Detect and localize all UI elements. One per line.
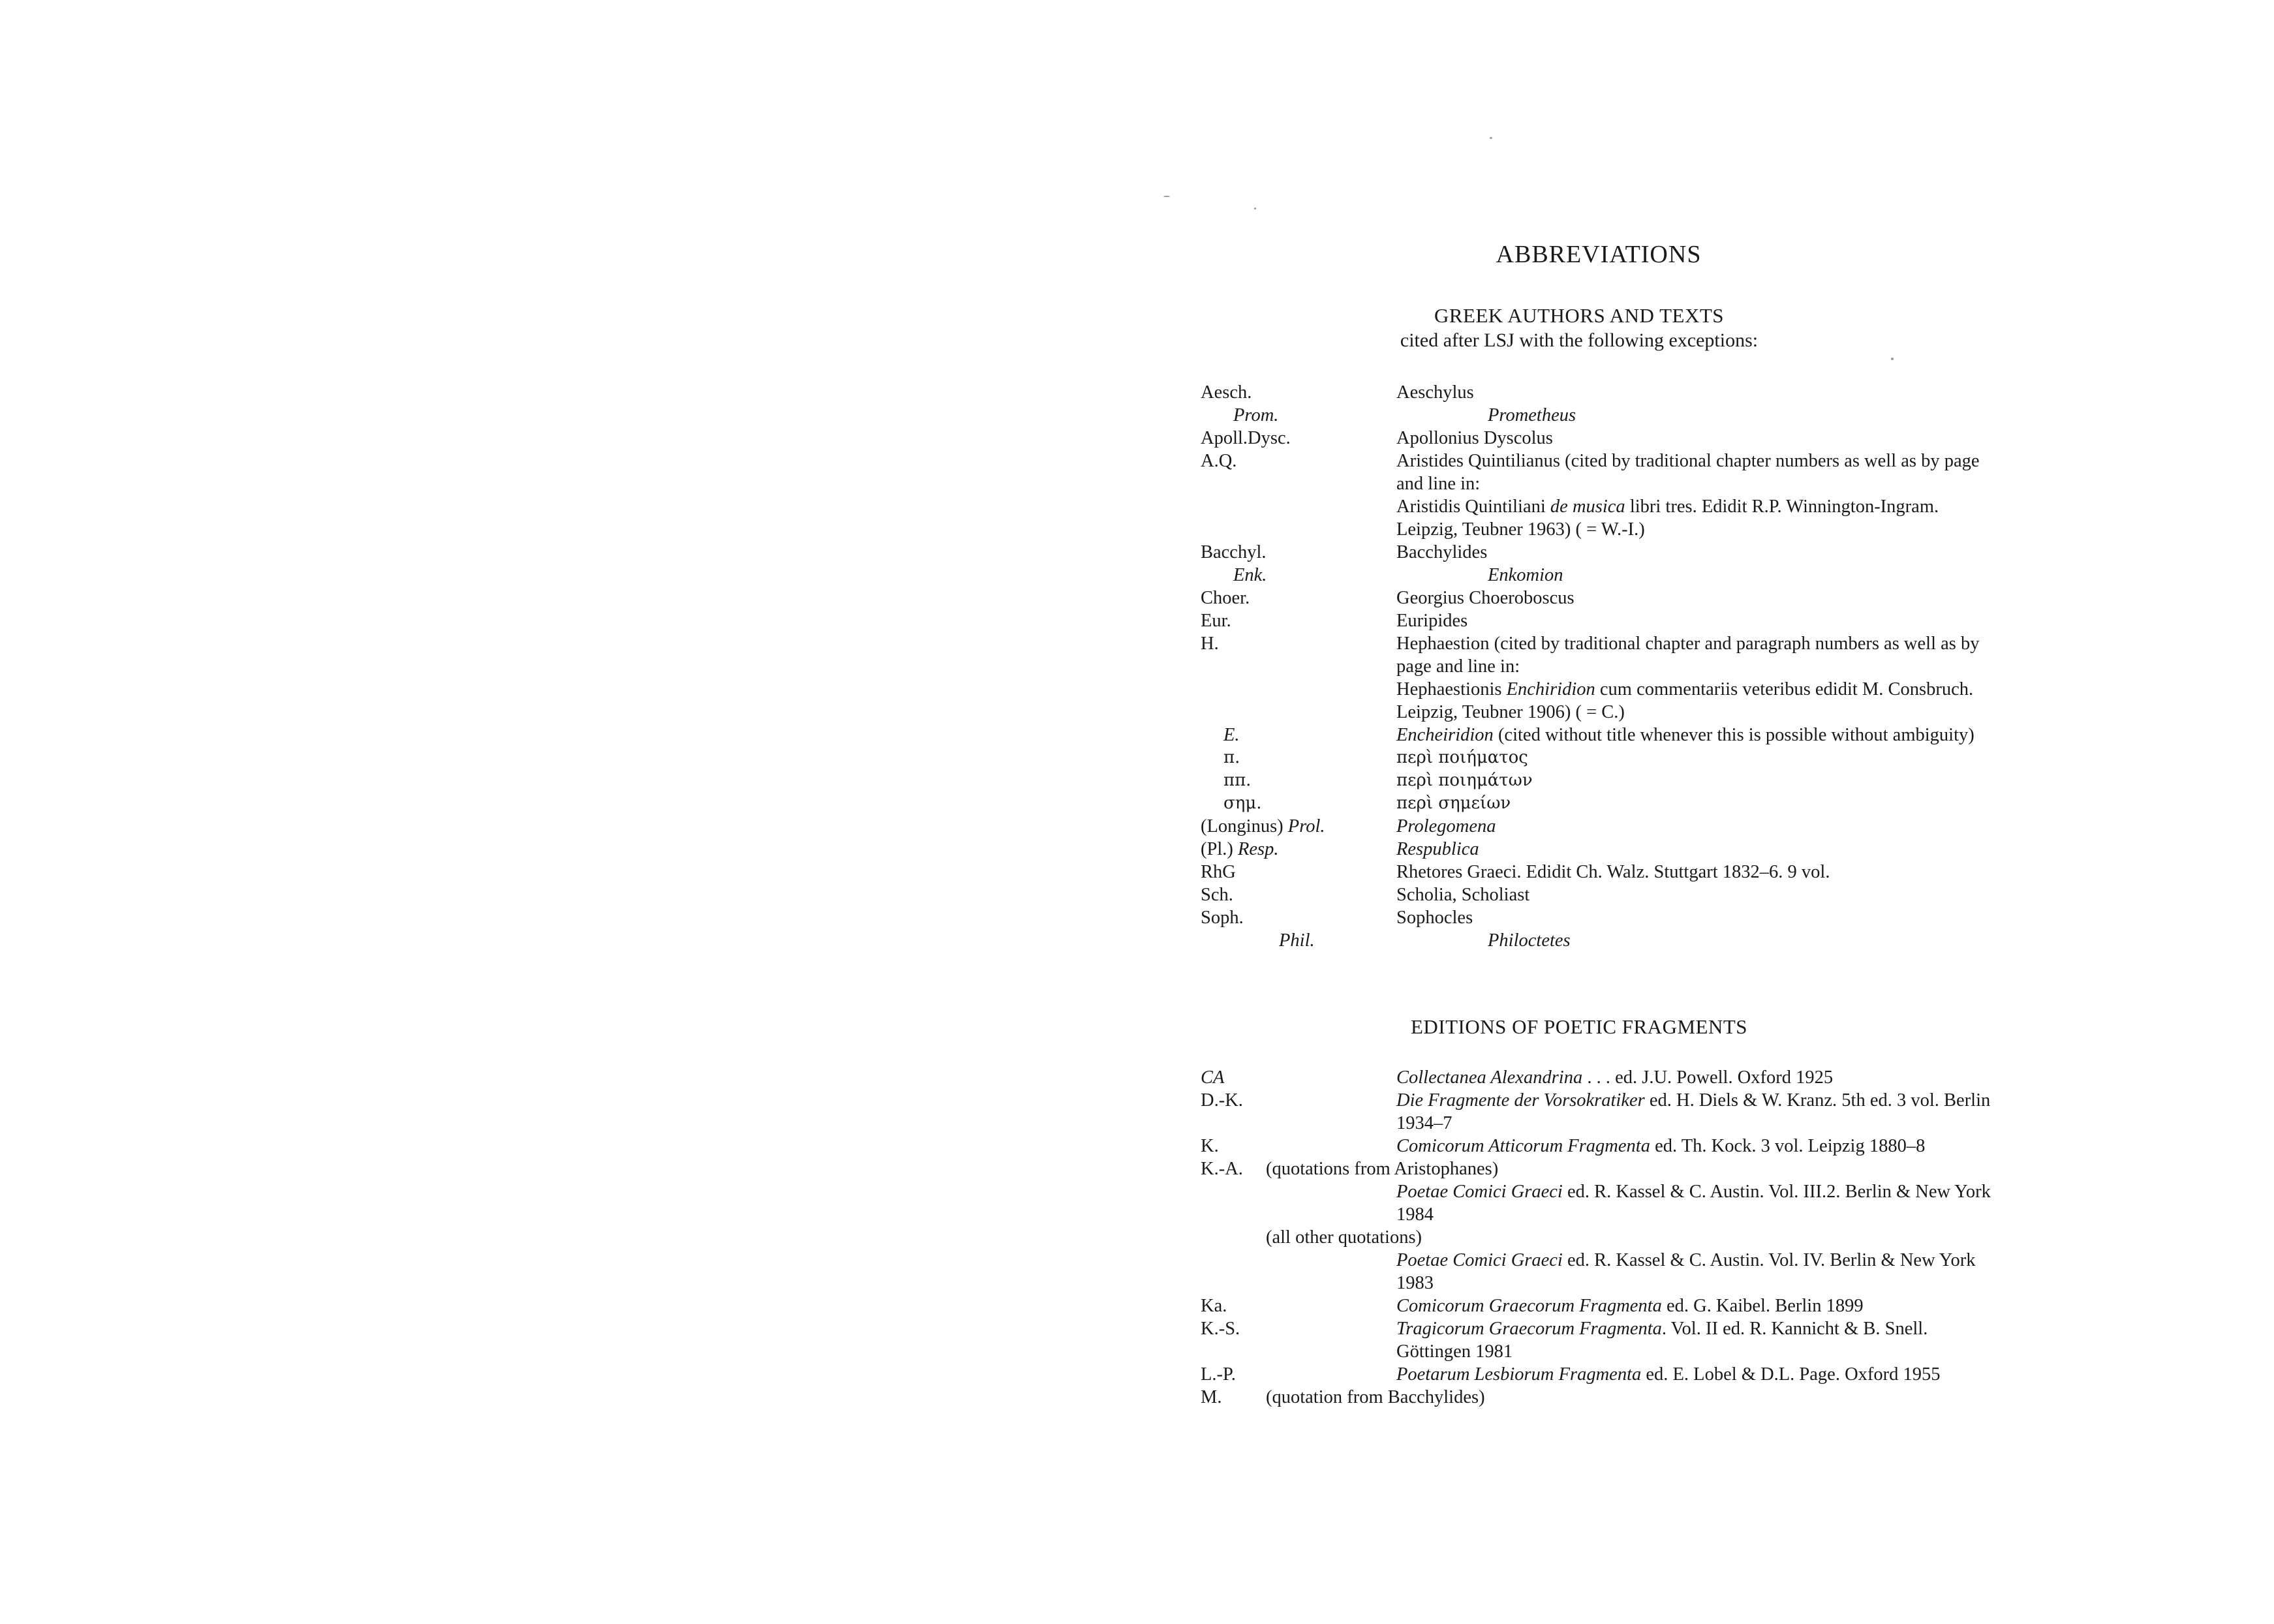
scan-speck <box>1490 137 1492 139</box>
editions-abbreviation-list <box>1201 1066 2003 1409</box>
list-item: Phil. Philoctetes <box>1279 930 1571 951</box>
list-item: E. Encheiridion (cited without title whenever this is possible without ambiguity) <box>1223 725 1974 745</box>
greek-abbreviation-list <box>1201 381 2003 952</box>
list-item: Apoll.Dysc. Apollonius Dyscolus <box>1201 428 1553 448</box>
list-item: (Longinus) Prol. Prolegomena <box>1201 816 1496 836</box>
list-item: K. Comicorum Atticorum Fragmenta ed. Th. Kock. 3 vol. Leipzig 1880–8 <box>1201 1136 1926 1156</box>
list-item: A.Q. Aristides Quintilianus (cited by traditional chapter numbers as well as by page and line in: Aristidis Quintiliani de musica libri tres. Edidit R.P. Winnington-Ingram. Leipzig, Teubner 1963) ( = W.-I.) <box>1201 451 1980 540</box>
list-item: Poetae Comici Graeci ed. R. Kassel & C. Austin. Vol. III.2. Berlin & New York 1984 <box>1396 1182 1991 1225</box>
list-item: Sch. Scholia, Scholiast <box>1201 885 1530 905</box>
list-item: Bacchyl. Bacchylides <box>1201 542 1488 562</box>
greek-section-subheading: cited after LSJ with the following exceptions: <box>1400 329 1759 351</box>
list-item: (Pl.) Resp. Respublica <box>1201 839 1479 859</box>
page-title: ABBREVIATIONS <box>1496 241 1702 268</box>
list-item: CA Collectanea Alexandrina . . . ed. J.U. Powell. Oxford 1925 <box>1201 1067 1834 1088</box>
list-item: D.-K. Die Fragmente der Vorsokratiker ed. H. Diels & W. Kranz. 5th ed. 3 vol. Berlin 1934–7 <box>1201 1090 1991 1133</box>
list-item: Poetae Comici Graeci ed. R. Kassel & C. Austin. Vol. IV. Berlin & New York 1983 <box>1396 1250 1976 1293</box>
list-item: M. (quotation from Bacchylides) <box>1201 1387 1485 1407</box>
list-item: ππ. περὶ ποιημάτων <box>1223 771 1533 790</box>
list-item: RhG Rhetores Graeci. Edidit Ch. Walz. Stuttgart 1832–6. 9 vol. <box>1201 862 1830 882</box>
list-item: Choer. Georgius Choeroboscus <box>1201 588 1575 608</box>
list-item: Prom. Prometheus <box>1233 405 1576 425</box>
list-item: σημ. περὶ σημείων <box>1223 793 1511 813</box>
list-item: Eur. Euripides <box>1201 611 1468 631</box>
list-item: L.-P. Poetarum Lesbiorum Fragmenta ed. E. Lobel & D.L. Page. Oxford 1955 <box>1201 1364 1941 1385</box>
list-item: π. περὶ ποιήματος <box>1223 748 1528 767</box>
scan-speck <box>1163 196 1170 197</box>
list-item: H. Hephaestion (cited by traditional chapter and paragraph numbers as well as by page and line in: Hephaestionis Enchiridion cum commentariis veteribus edidit M. Consbruch. Leipzig, Teubner 1906) ( = C.) <box>1201 634 1980 722</box>
list-item: (all other quotations) <box>1266 1227 1422 1248</box>
greek-section-heading: GREEK AUTHORS AND TEXTS <box>1434 304 1725 327</box>
list-item: K.-S. Tragicorum Graecorum Fragmenta. Vol. II ed. R. Kannicht & B. Snell. Göttingen 1981 <box>1201 1319 1928 1362</box>
scan-speck <box>1254 207 1256 209</box>
list-item: Aesch. Aeschylus <box>1201 382 1474 403</box>
list-item: Soph. Sophocles <box>1201 908 1473 928</box>
scan-speck <box>1891 358 1894 360</box>
list-item: Ka. Comicorum Graecorum Fragmenta ed. G. Kaibel. Berlin 1899 <box>1201 1296 1864 1316</box>
editions-section-heading: EDITIONS OF POETIC FRAGMENTS <box>1410 1015 1748 1038</box>
list-item: Enk. Enkomion <box>1233 565 1563 585</box>
list-item: K.-A. (quotations from Aristophanes) <box>1201 1159 1499 1179</box>
